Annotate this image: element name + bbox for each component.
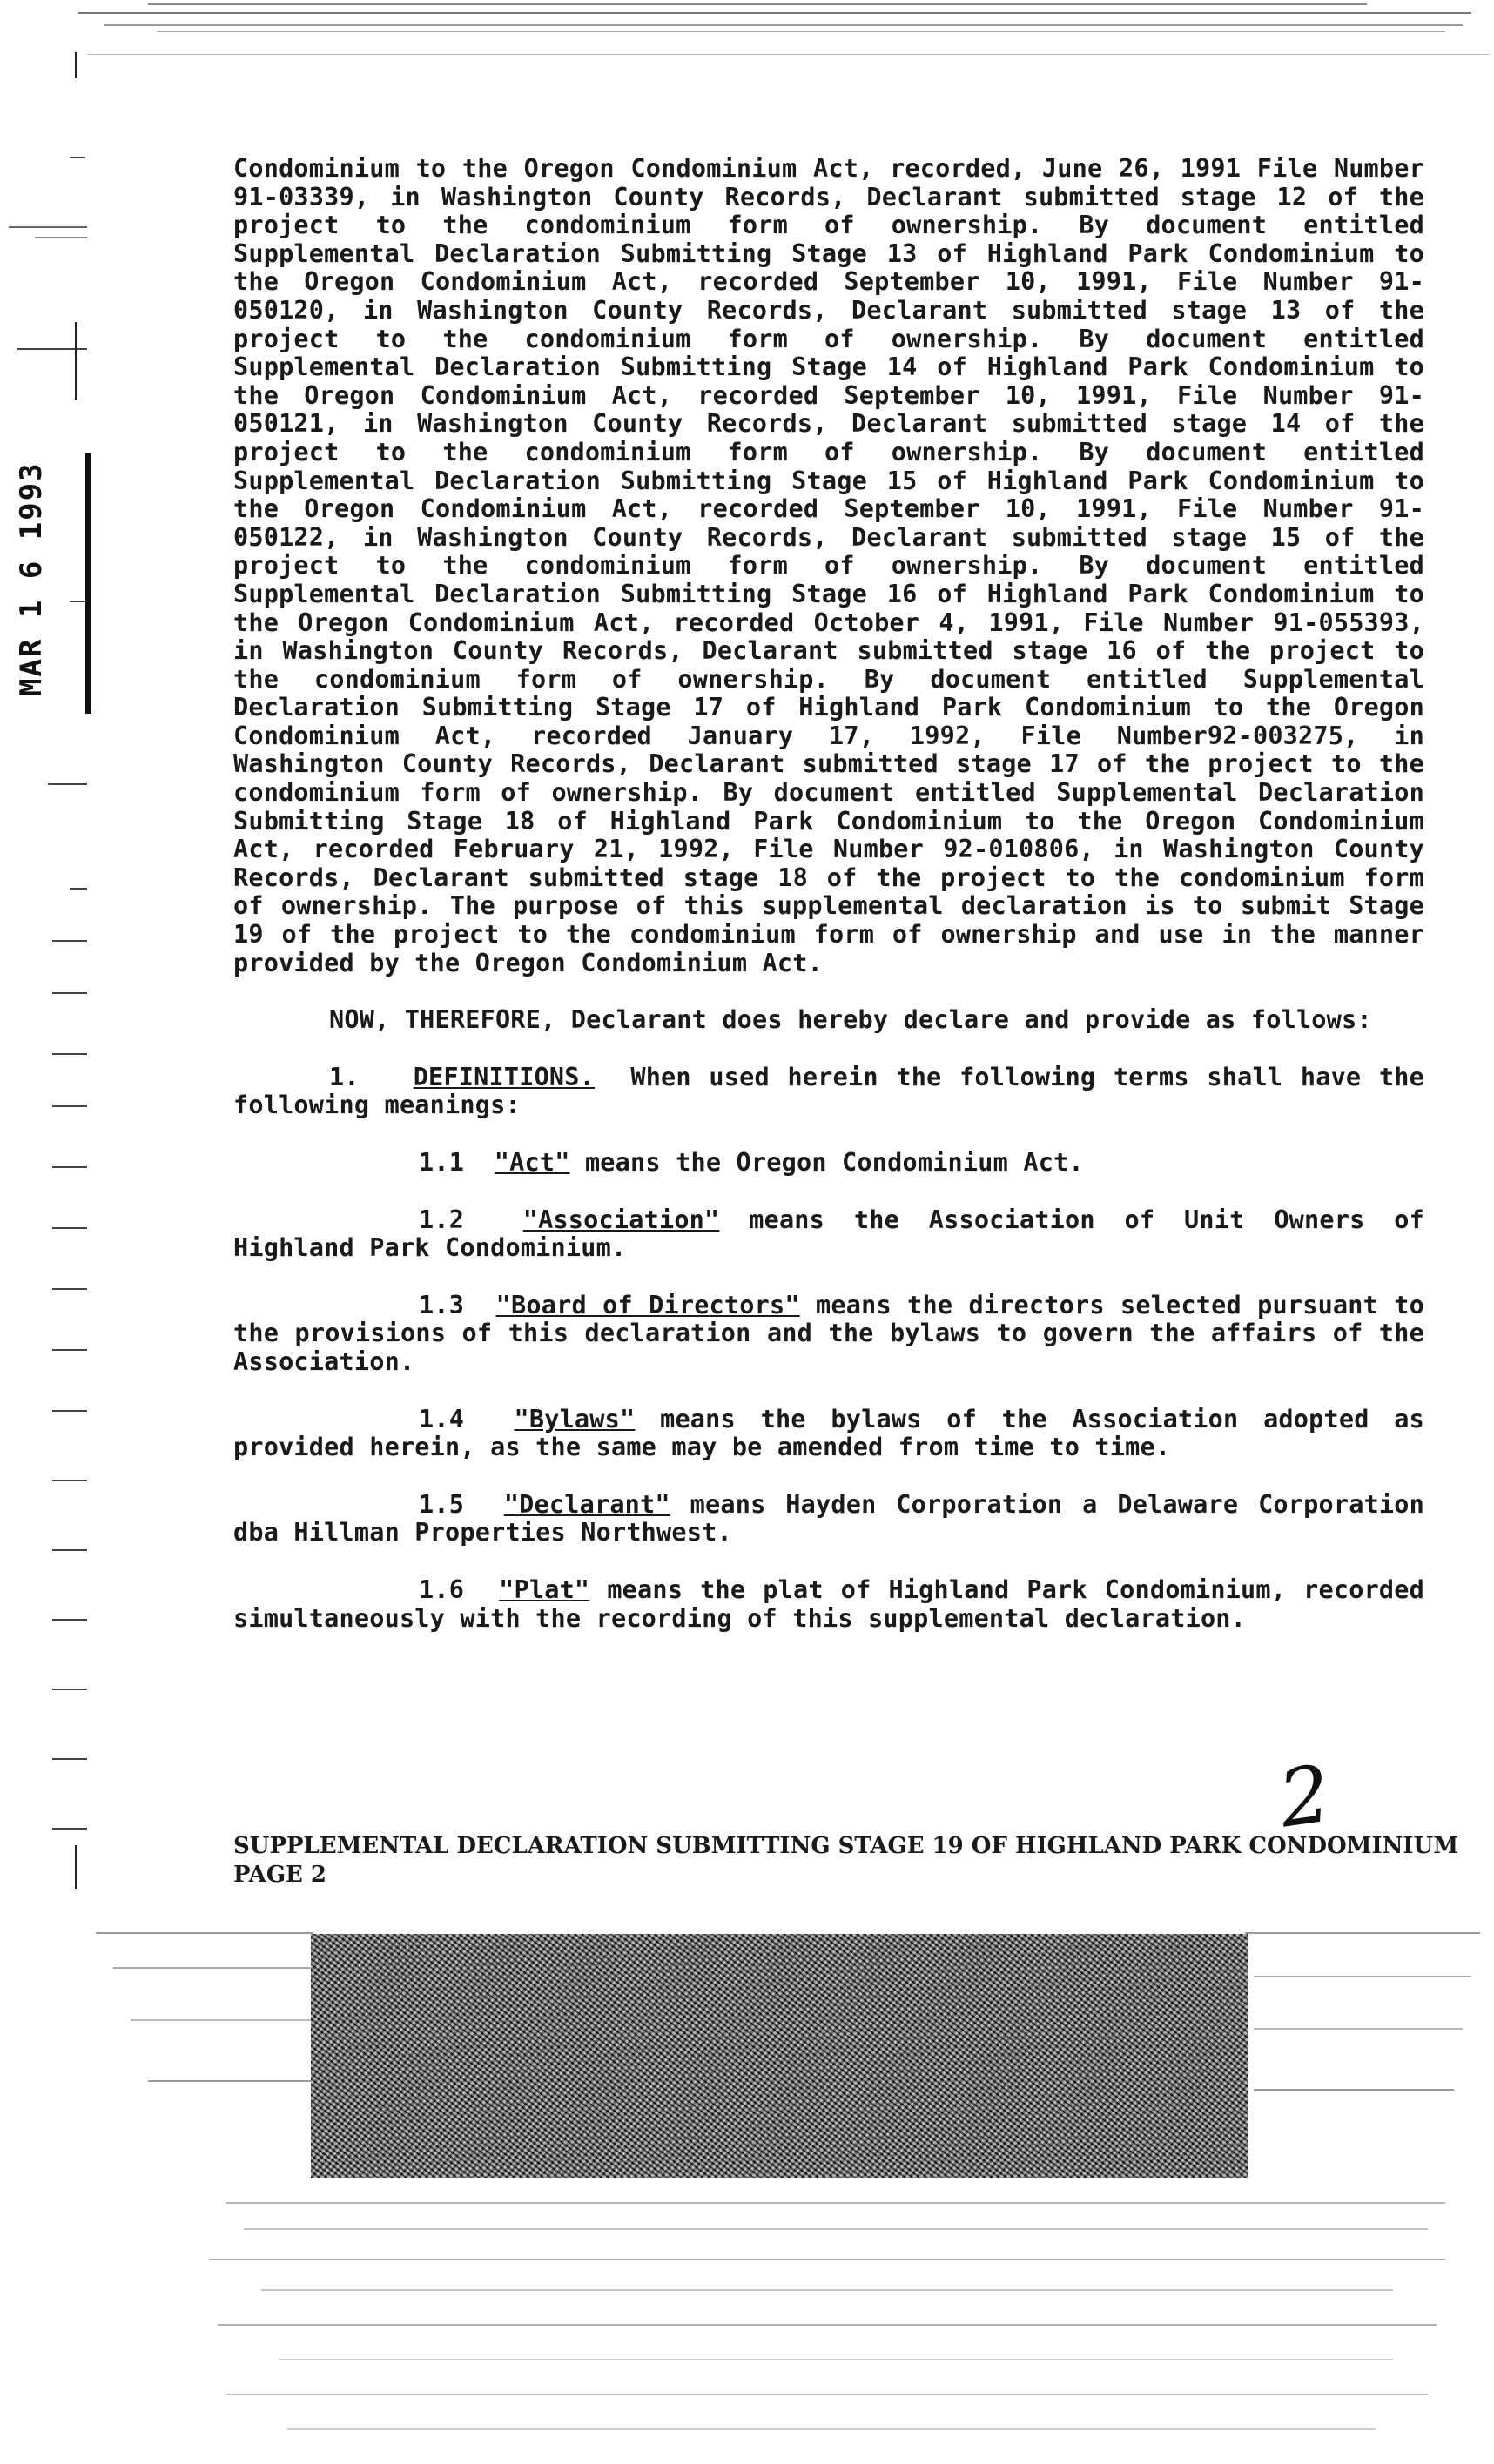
definition-text: means the bylaws of the Association adopted as provided herein, as the same may be amended from time to time. — [233, 1404, 1425, 1462]
page-footer — [233, 1832, 1458, 1890]
section-intro-text: When used herein the following terms shall have the following meanings: — [233, 1062, 1425, 1120]
definition-1-3 — [233, 1292, 1424, 1377]
definition-text: means Hayden Corporation a Delaware Corporation dba Hillman Properties Northwest. — [233, 1489, 1425, 1548]
now-therefore-paragraph: NOW, THEREFORE, Declarant does hereby declare and provide as follows: — [329, 1005, 1372, 1035]
section-1-definitions — [233, 1064, 1424, 1120]
scan-artifact-top — [0, 0, 1494, 61]
definition-text: means the directors selected pursuant to the provisions of this declaration and the bylaws to govern the affairs of the Association. — [233, 1290, 1425, 1376]
document-body — [233, 155, 1424, 1633]
definition-number: 1.5 — [419, 1489, 465, 1519]
definition-1-2 — [233, 1206, 1424, 1263]
section-heading: DEFINITIONS. — [413, 1062, 596, 1091]
definition-text: means the Oregon Condominium Act. — [584, 1148, 1084, 1177]
section-number: 1. — [329, 1062, 360, 1091]
definition-text: means the Association of Unit Owners of Highland Park Condominium. — [233, 1205, 1425, 1263]
handwritten-page-number: 2 — [1273, 1748, 1336, 1846]
definition-term: "Plat" — [499, 1574, 590, 1604]
definition-1-1 — [233, 1149, 1424, 1178]
scan-artifact-left-margin — [0, 52, 96, 1967]
definition-term: "Declarant" — [503, 1489, 670, 1519]
received-date-stamp: MAR 1 6 1993 — [14, 461, 49, 696]
recitals-paragraph: Condominium to the Oregon Condominium Act, recorded, June 26, 1991 File Number 91-03339, in Washington County Records, Declarant submitted stage 12 of the project to the condominium form of ownership. By document entitled Supplemental Declaration Submitting Stage 13 of Highland Park Condominium to the Oregon Condominium Act, recorded September 10, 1991, File Number 91-050120, in Washington County Records, Declarant submitted stage 13 of the project to the condominium form of ownership. By document entitled Supplemental Declaration Submitting Stage 14 of Highland Park Condominium to the Oregon Condominium Act, recorded September 10, 1991, File Number 91-050121, in Washington County Records, Declarant submitted stage 14 of the project to the condominium form of ownership. By document entitled Supplemental Declaration Submitting Stage 15 of Highland Park Condominium to the Oregon Condominium Act, recorded September 10, 1991, File Number 91-050122, in Washington County Records, Declarant submitted stage 15 of the project to the condominium form of ownership. By document entitled Supplemental Declaration Submitting Stage 16 of Highland Park Condominium to the Oregon Condominium Act, recorded October 4, 1991, File Number 91-055393, in Washington County Records, Declarant submitted stage 16 of the project to the condominium form of ownership. By document entitled Supplemental Declaration Submitting Stage 17 of Highland Park Condominium to the Oregon Condominium Act, recorded January 17, 1992, File Number92-003275, in Washington County Records, Declarant submitted stage 17 of the project to the condominium form of ownership. By document entitled Supplemental Declaration Submitting Stage 18 of Highland Park Condominium to the Oregon Condominium Act, recorded February 21, 1992, File Number 92-010806, in Washington County Records, Declarant submitted stage 18 of the project to the condominium form of ownership. The purpose of this supplemental declaration is to submit Stage 19 of the project to the condominium form of ownership and use in the manner provided by the Oregon Condominium Act. — [233, 154, 1424, 977]
scan-noise-block — [311, 1934, 1248, 2178]
definition-number: 1.2 — [419, 1205, 465, 1234]
definition-1-4 — [233, 1406, 1424, 1462]
definition-number: 1.1 — [419, 1148, 465, 1177]
definition-term: "Act" — [494, 1148, 570, 1177]
definition-1-5 — [233, 1491, 1424, 1548]
definition-term: "Association" — [522, 1205, 720, 1234]
definition-text: means the plat of Highland Park Condominium, recorded simultaneously with the recording of this supplemental declaration. — [233, 1574, 1425, 1633]
footer-page-number: PAGE 2 — [233, 1862, 326, 1888]
definition-number: 1.6 — [419, 1574, 465, 1604]
definition-number: 1.4 — [419, 1404, 465, 1433]
stamp-bar — [85, 453, 91, 714]
definition-number: 1.3 — [419, 1290, 465, 1319]
definition-1-6 — [233, 1576, 1424, 1633]
definition-term: "Bylaws" — [514, 1404, 636, 1433]
definition-term: "Board of Directors" — [495, 1290, 800, 1319]
footer-document-title: SUPPLEMENTAL DECLARATION SUBMITTING STAGE 19 OF HIGHLAND PARK CONDOMINIUM — [233, 1833, 1458, 1859]
